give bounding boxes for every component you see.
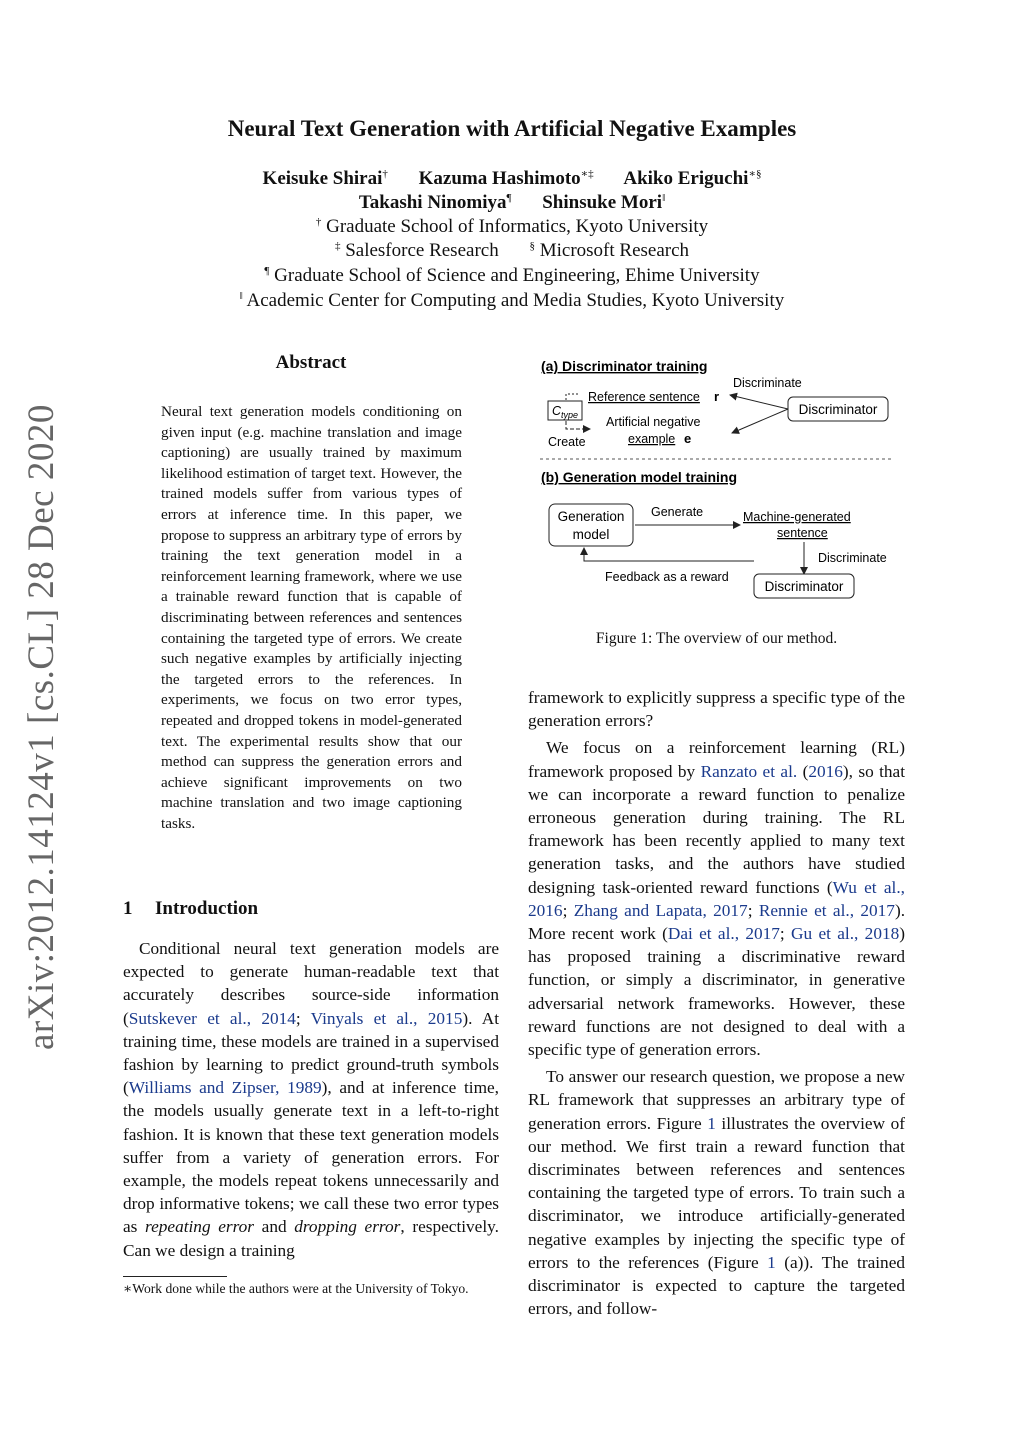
reference-sentence-label: Reference sentence (588, 390, 700, 404)
ctype-label: C (552, 404, 562, 418)
ctype-subscript: type (561, 410, 579, 420)
affiliation-mark: § (529, 240, 535, 252)
affiliation-text: Graduate School of Science and Engineering, Ehime University (274, 265, 760, 286)
citation-link[interactable]: Williams and Zipser, 1989 (128, 1078, 322, 1098)
figure-reference-link[interactable]: 1 (707, 1113, 716, 1133)
abstract-heading: Abstract (275, 352, 347, 373)
affiliation-line (0, 290, 1024, 312)
author-name: Akiko Eriguchi (623, 168, 749, 189)
figure-reference-link[interactable]: 1 (767, 1252, 776, 1272)
figure-caption: Figure 1: The overview of our method. (595, 630, 838, 647)
citation-link[interactable]: Rennie et al., 2017 (758, 900, 895, 920)
discriminate-arrow-negative (732, 409, 788, 433)
discriminate-label-b: Discriminate (818, 551, 887, 565)
affiliation-mark: ‖ (239, 290, 243, 302)
author-mark: ∗§ (748, 168, 762, 180)
citation-link[interactable]: Wu et al., 2016 (528, 877, 905, 920)
create-label: Create (548, 435, 586, 449)
citation-link[interactable]: Vinyals et al., 2015 (310, 1008, 463, 1028)
paragraph: Conditional neural text generation models are expected to generate human-readable text that accurately describes source-side information (Sutskever et al., 2014; Vinyals et al., 2015). At training time, these models are trained in a supervised fashion by learning to predict ground-truth symbols (Williams and Zipser, 1989), and at inference time, the models usually generate text in a left-to-right fashion. It is known that these text generation models suffer from a variety of generation errors. For example, the models repeat tokens unnecessarily and drop informative tokens; we call these two error types as repeating error and dropping error, respectively. Can we design a training (123, 939, 500, 1260)
affiliation-text: Salesforce Research (345, 240, 499, 261)
author-name: Takashi Ninomiya (358, 192, 507, 213)
machine-generated-label-line-2: sentence (777, 526, 828, 540)
affiliation-line (0, 265, 1024, 287)
citation-link[interactable]: Gu et al., 2018 (791, 924, 900, 944)
discriminator-label-b: Discriminator (764, 579, 844, 594)
affiliation-mark: † (315, 216, 322, 228)
feedback-arrow (584, 548, 754, 561)
paragraph: We focus on a reinforcement learning (RL) framework proposed by Ranzato et al. (2016), so that we can incorporate a reward function to penalize erroneous generation during training. The RL framework has been recently applied to many text generation tasks, and the authors have studied designing task-oriented reward functions (Wu et al., 2016; Zhang and Lapata, 2017; Rennie et al., 2017). More recent work (Dai et al., 2017; Gu et al., 2018) has proposed training a discriminative reward function, or simply a discriminator, in generative adversarial network frameworks. However, these reward functions are not designed to deal with a specific type of generation errors. (528, 738, 906, 1060)
discriminate-label: Discriminate (733, 376, 802, 390)
author-name: Shinsuke Mori (542, 192, 663, 213)
author-mark: ¶ (506, 192, 512, 204)
panel-a-title: (a) Discriminator training (541, 358, 708, 374)
affiliation-text: Academic Center for Computing and Media Studies, Kyoto University (246, 290, 785, 311)
abstract-text: Neural text generation models conditioning on given input (e.g. machine translation and image captioning) are usually trained by maximum likelihood estimation of target text. However, the trained models suffer from various types of errors at inference time. In this paper, we propose to suppress an arbitrary type of errors by training the text generation model in a reinforcement learning framework, where we use a trainable reward function that is capable of discriminating between references and sentences containing the targeted type of errors. We create such negative examples by artificially injecting the targeted errors to the references. In experiments, we focus on two error types, repeated and dropped tokens in model-generated text. The experimental results show that our method can suppress the generation errors and achieve significant improvements on two machine translation and two image captioning tasks. (161, 403, 462, 832)
generation-model-label-line-2: model (572, 527, 610, 542)
footnote-rule (123, 1276, 227, 1277)
paper-title: Neural Text Generation with Artificial Negative Examples (227, 116, 797, 141)
affiliation-line (0, 216, 1024, 238)
section-number: 1 (123, 898, 133, 919)
example-symbol: e (684, 431, 692, 446)
discriminator-label-a: Discriminator (798, 402, 878, 417)
arxiv-identifier: arXiv:2012.14124v1 [cs.CL] 28 Dec 2020 (21, 404, 62, 1050)
section-heading-introduction (123, 898, 258, 920)
author-mark: † (382, 168, 388, 180)
paragraph: To answer our research question, we propose a new RL framework that suppresses an arbitrary type of generation errors. Figure 1 illustrates the overview of our method. We first train a reward function that discriminates between references and sentences containing the targeted type of errors. To train such a discriminator, we introduce artificially-generated negative examples by injecting the specific type of errors to the references (Figure 1 (a)). The trained discriminator is expected to capture the targeted errors, and follow- (528, 1067, 906, 1319)
section-title: Introduction (155, 898, 259, 919)
citation-link[interactable]: 2016 (808, 761, 843, 781)
example-label: example (628, 432, 676, 446)
footnote: ∗Work done while the authors were at the University of Tokyo. (123, 1281, 469, 1296)
author-mark: ∗‡ (580, 168, 594, 180)
paragraph: framework to explicitly suppress a specific type of the generation errors? (528, 688, 905, 731)
author-name: Kazuma Hashimoto (418, 168, 581, 189)
feedback-label: Feedback as a reward (605, 570, 729, 584)
author-name: Keisuke Shirai (262, 168, 383, 189)
citation-link[interactable]: Dai et al., 2017 (667, 924, 780, 944)
right-column-body (528, 686, 905, 1324)
affiliation-text: Graduate School of Informatics, Kyoto University (326, 216, 709, 237)
affiliation-text: Microsoft Research (539, 240, 690, 261)
citation-link[interactable]: Ranzato et al. (700, 761, 798, 781)
author-line-1 (0, 167, 1024, 190)
ctype-output-arrow (566, 421, 590, 429)
introduction-body (123, 937, 499, 1262)
citation-link[interactable]: Zhang and Lapata, 2017 (573, 900, 748, 920)
artificial-negative-label: Artificial negative (606, 415, 701, 429)
machine-generated-label-line-1: Machine-generated (743, 510, 851, 524)
affiliation-mark: ‡ (334, 240, 341, 252)
affiliation-line (0, 240, 1024, 262)
generate-label: Generate (651, 505, 704, 519)
generation-model-label-line-1: Generation (557, 509, 625, 524)
ctype-input-arrow (566, 394, 580, 400)
affiliation-mark: ¶ (264, 265, 270, 277)
discriminate-arrow-reference (730, 395, 788, 409)
author-mark: ‖ (662, 192, 666, 204)
figure-1-diagram (536, 352, 906, 612)
reference-symbol: r (714, 389, 720, 404)
panel-b-title: (b) Generation model training (541, 469, 738, 485)
citation-link[interactable]: Sutskever et al., 2014 (128, 1008, 296, 1028)
author-line-2 (0, 192, 1024, 214)
